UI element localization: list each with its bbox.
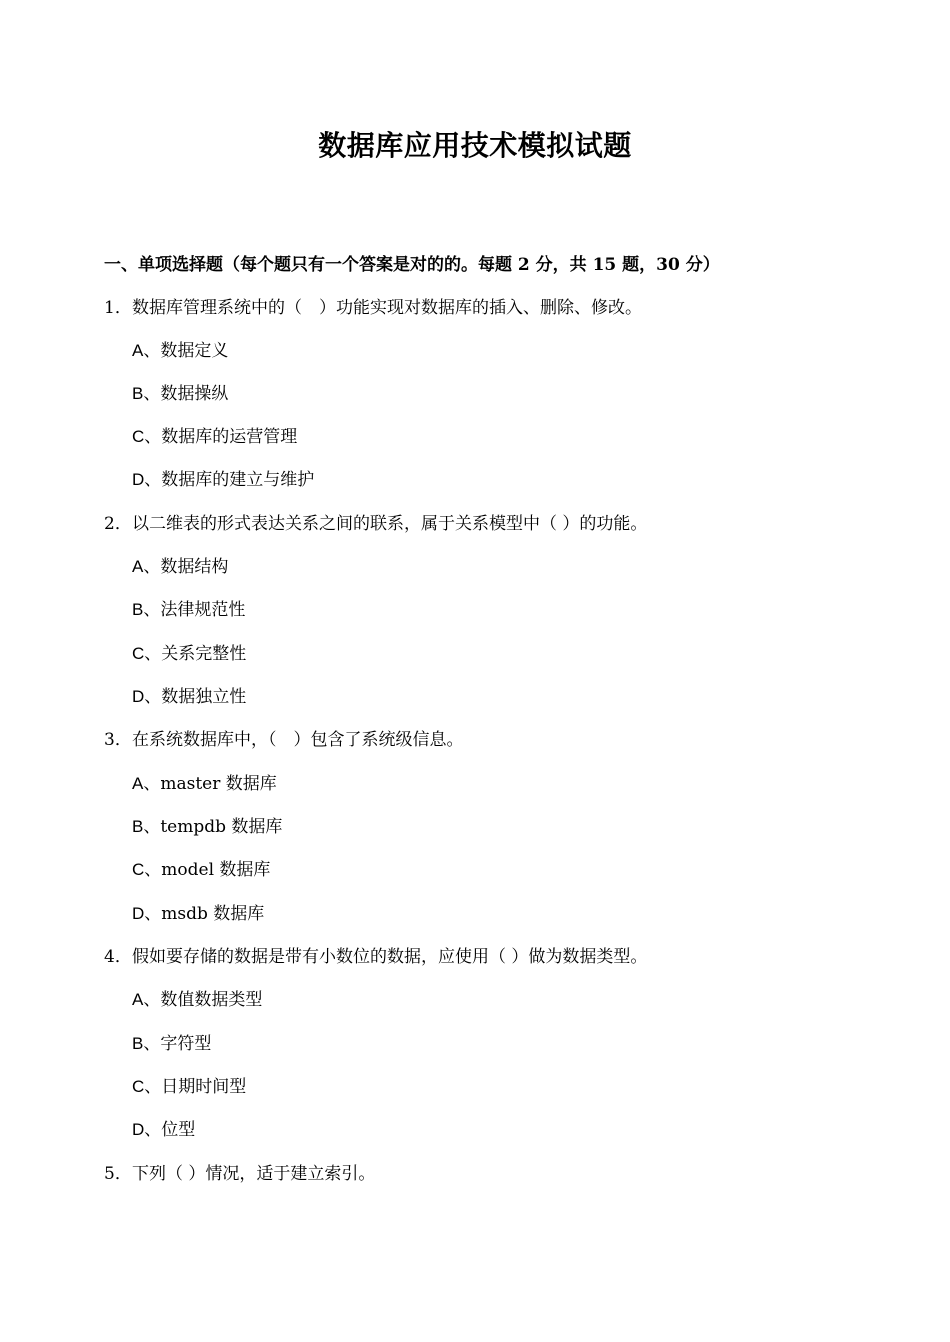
question-3 — [104, 727, 464, 753]
option-letter: A、 — [132, 557, 161, 576]
question-3-option-b — [132, 814, 282, 840]
option-letter: B、 — [132, 600, 161, 619]
option-letter: C、 — [132, 1077, 162, 1096]
question-2-option-d — [132, 684, 246, 710]
question-text: 假如要存储的数据是带有小数位的数据，应使用（ ）做为数据类型。 — [132, 947, 648, 967]
question-number: 4． — [104, 947, 132, 967]
question-text: 下列（ ）情况，适于建立索引。 — [132, 1164, 376, 1184]
question-4-option-b — [132, 1031, 211, 1057]
question-text: 以二维表的形式表达关系之间的联系，属于关系模型中（ ）的功能。 — [132, 514, 648, 534]
option-text: 数值数据类型 — [160, 990, 263, 1010]
question-text: 在系统数据库中，（ ）包含了系统级信息。 — [132, 730, 464, 750]
question-4-option-d — [132, 1117, 195, 1143]
question-5 — [104, 1161, 375, 1187]
question-number: 3． — [104, 730, 132, 750]
question-1-option-b — [132, 381, 228, 407]
option-text: model 数据库 — [161, 860, 271, 880]
option-text: 数据独立性 — [161, 687, 247, 707]
option-letter: D、 — [132, 470, 162, 489]
question-text: 数据库管理系统中的（ ）功能实现对数据库的插入、删除、修改。 — [132, 298, 642, 318]
question-1-option-d — [132, 467, 314, 493]
option-letter: B、 — [132, 817, 161, 836]
option-letter: A、 — [132, 774, 161, 793]
question-4 — [104, 944, 647, 970]
option-letter: D、 — [132, 687, 162, 706]
option-letter: B、 — [132, 1034, 161, 1053]
option-text: 数据结构 — [160, 557, 229, 577]
question-number: 5． — [104, 1164, 132, 1184]
option-text: 数据库的建立与维护 — [161, 470, 315, 490]
option-text: 位型 — [161, 1120, 196, 1140]
option-text: 字符型 — [160, 1034, 212, 1054]
option-letter: C、 — [132, 860, 162, 879]
question-2-option-a — [132, 554, 228, 580]
question-1-option-c — [132, 424, 297, 450]
question-2-option-c — [132, 641, 246, 667]
option-text: 数据库的运营管理 — [161, 427, 298, 447]
option-text: 数据定义 — [160, 341, 229, 361]
option-text: 数据操纵 — [160, 384, 229, 404]
question-4-option-c — [132, 1074, 246, 1100]
option-letter: B、 — [132, 384, 161, 403]
option-text: msdb 数据库 — [161, 904, 265, 924]
option-letter: D、 — [132, 1120, 162, 1139]
question-number: 1． — [104, 298, 132, 318]
option-letter: D、 — [132, 904, 162, 923]
option-text: tempdb 数据库 — [160, 817, 283, 837]
option-text: 法律规范性 — [160, 600, 246, 620]
option-letter: A、 — [132, 990, 161, 1009]
option-text: master 数据库 — [160, 774, 277, 794]
section-heading: 一、单项选择题（每个题只有一个答案是对的的。每题 2 分，共 15 题，30 分） — [104, 255, 720, 275]
question-2 — [104, 511, 647, 537]
question-4-option-a — [132, 987, 262, 1013]
question-3-option-d — [132, 901, 264, 927]
question-1-option-a — [132, 338, 228, 364]
option-text: 日期时间型 — [161, 1077, 247, 1097]
option-letter: C、 — [132, 427, 162, 446]
option-letter: C、 — [132, 644, 162, 663]
question-2-option-b — [132, 597, 245, 623]
option-letter: A、 — [132, 341, 161, 360]
option-text: 关系完整性 — [161, 644, 247, 664]
question-1 — [104, 295, 642, 321]
question-3-option-a — [132, 771, 277, 797]
question-number: 2． — [104, 514, 132, 534]
question-3-option-c — [132, 857, 270, 883]
document-title: 数据库应用技术模拟试题 — [318, 129, 632, 162]
